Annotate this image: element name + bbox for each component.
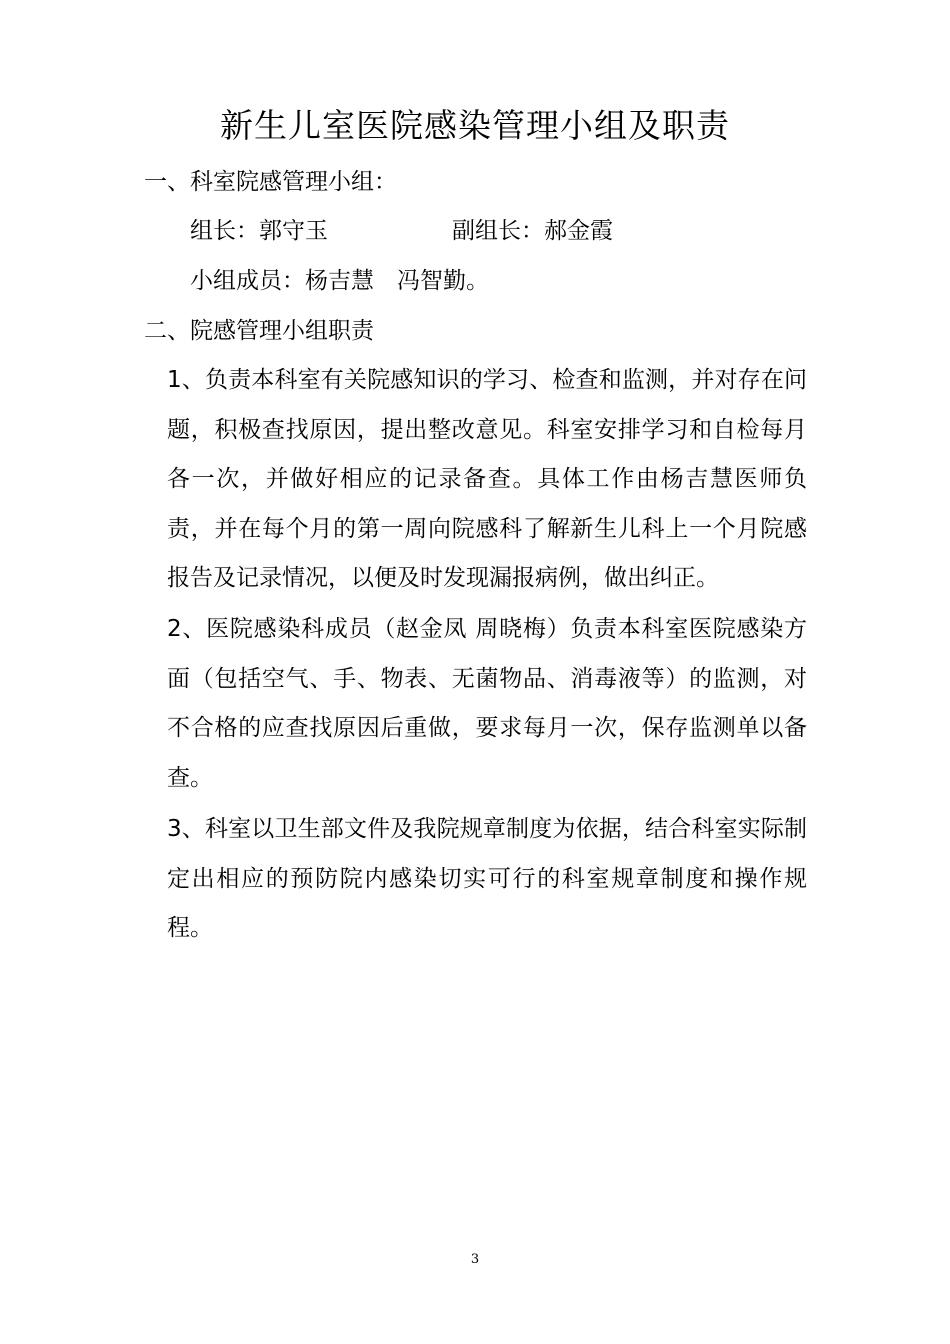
duty-item-3: 3、科室以卫生部文件及我院规章制度为依据，结合科室实际制定出相应的预防院内感染切实可行的科室规章制度和操作规程。 [167, 816, 807, 941]
group-leader: 组长：郭守玉 [190, 218, 328, 244]
duty-item-2: 2、医院感染科成员（赵金凤 周晓梅）负责本科室医院感染方面（包括空气、手、物表、无菌物品、消毒液等）的监测，对不合格的应查找原因后重做，要求每月一次，保存监测单以备查。 [167, 616, 807, 791]
group-members: 小组成员：杨吉慧 冯智勤。 [190, 268, 489, 294]
section-2-heading: 二、院感管理小组职责 [144, 318, 374, 344]
document-title: 新生儿室医院感染管理小组及职责 [220, 106, 730, 145]
deputy-group-leader: 副组长：郝金霞 [452, 218, 613, 244]
duty-item-1: 1、负责本科室有关院感知识的学习、检查和监测，并对存在问题，积极查找原因，提出整改意见。科室安排学习和自检每月各一次，并做好相应的记录备查。具体工作由杨吉慧医师负责，并在每个月的第一周向院感科了解新生儿科上一个月院感报告及记录情况，以便及时发现漏报病例，做出纠正。 [167, 367, 807, 591]
page-number: 3 [470, 1252, 480, 1267]
section-1-heading: 一、科室院感管理小组： [144, 169, 397, 195]
